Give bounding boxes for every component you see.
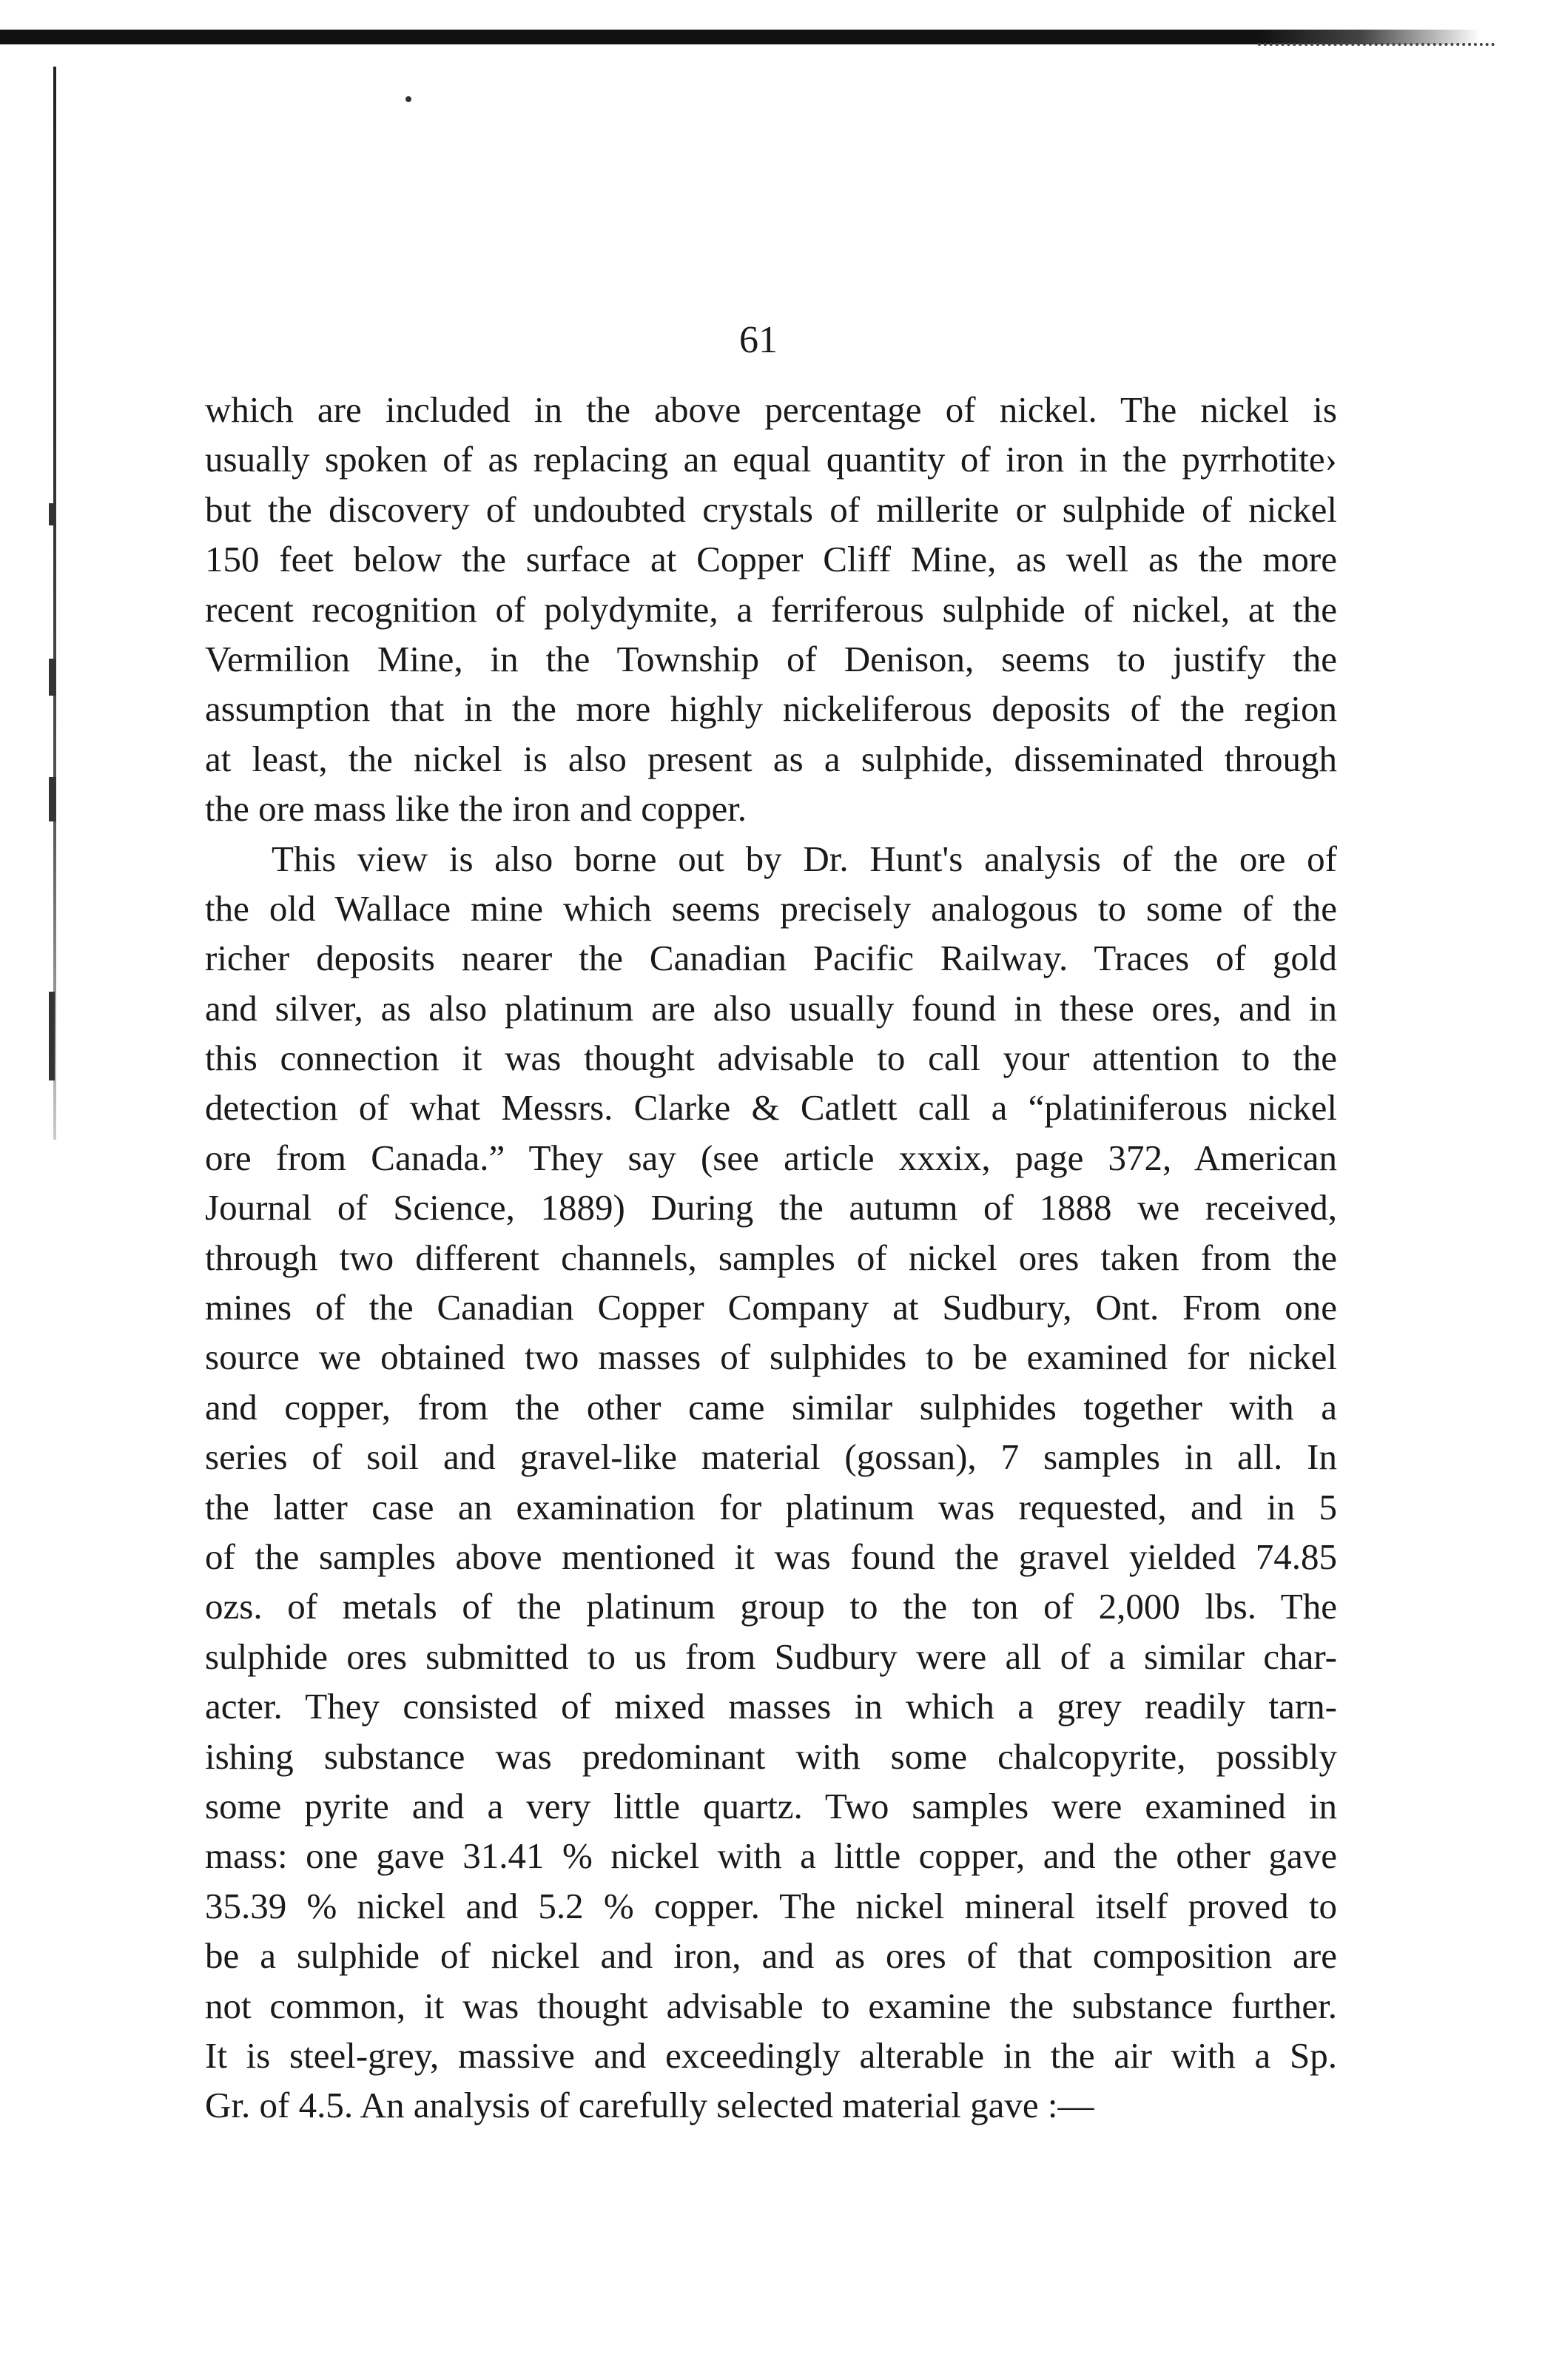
text-line: ore from Canada.” They say (see article xxxix, page 372, American (205, 1137, 1337, 1178)
text-line: source we obtained two masses of sulphides to be examined for nickel (205, 1337, 1337, 1378)
text-line: series of soil and gravel-like material (gossan), 7 samples in all. In (205, 1436, 1337, 1478)
text-line: but the discovery of undoubted crystals of millerite or sulphide of nickel (205, 488, 1337, 530)
scan-top-border-fade (1258, 43, 1495, 49)
text-line: and copper, from the other came similar sulphides together with a (205, 1386, 1337, 1428)
margin-mark (49, 777, 56, 821)
text-line: some pyrite and a very little quartz. Two samples were examined in (205, 1785, 1337, 1826)
text-line: Gr. of 4.5. An analysis of carefully selected material gave :— (205, 2085, 1094, 2126)
page-speck (405, 96, 411, 102)
text-line: It is steel-grey, massive and exceedingly alterable in the air with a Sp. (205, 2034, 1337, 2076)
text-line: the old Wallace mine which seems precisely analogous to some of the (205, 887, 1337, 929)
text-line: acter. They consisted of mixed masses in which a grey readily tarn- (205, 1686, 1337, 1727)
text-line: this connection it was thought advisable to call your attention to the (205, 1038, 1337, 1079)
text-line: ozs. of metals of the platinum group to the ton of 2,000 lbs. The (205, 1586, 1337, 1627)
text-line: recent recognition of polydymite, a ferriferous sulphide of nickel, at the (205, 588, 1337, 630)
text-line: 150 feet below the surface at Copper Cliff Mine, as well as the more (205, 539, 1337, 580)
text-line: 35.39 % nickel and 5.2 % copper. The nickel mineral itself proved to (205, 1885, 1337, 1926)
text-line: sulphide ores submitted to us from Sudbury were all of a similar char- (205, 1636, 1337, 1677)
margin-mark (49, 503, 56, 525)
text-line: of the samples above mentioned it was found the gravel yielded 74.85 (205, 1536, 1337, 1577)
text-line: at least, the nickel is also present as a sulphide, disseminated through (205, 738, 1337, 779)
page-number: 61 (739, 319, 778, 361)
text-line: mass: one gave 31.41 % nickel with a little copper, and the other gave (205, 1835, 1337, 1877)
text-line: Journal of Science, 1889) During the autumn of 1888 we received, (205, 1187, 1337, 1228)
text-line: through two different channels, samples of nickel ores taken from the (205, 1237, 1337, 1278)
margin-mark (49, 992, 55, 1080)
text-line: be a sulphide of nickel and iron, and as ores of that composition are (205, 1935, 1337, 1977)
text-line: ishing substance was predominant with some chalcopyrite, possibly (205, 1735, 1337, 1777)
text-line: assumption that in the more highly nickeliferous deposits of the region (205, 688, 1337, 730)
text-line: and silver, as also platinum are also usually found in these ores, and in (205, 987, 1337, 1029)
text-line: detection of what Messrs. Clarke & Catlett call a “platiniferous nickel (205, 1087, 1337, 1129)
text-line: not common, it was thought advisable to examine the substance further. (205, 1985, 1337, 2026)
text-line: the latter case an examination for platinum was requested, and in 5 (205, 1486, 1337, 1527)
text-line: which are included in the above percentage of nickel. The nickel is (205, 389, 1337, 430)
text-line: the ore mass like the iron and copper. (205, 788, 747, 830)
margin-mark (49, 659, 56, 696)
scan-top-border (0, 30, 1480, 44)
text-line: richer deposits nearer the Canadian Pacific Railway. Traces of gold (205, 938, 1337, 979)
text-line: Vermilion Mine, in the Township of Denison, seems to justify the (205, 638, 1337, 679)
text-line: usually spoken of as replacing an equal quantity of iron in the pyrrhotite› (205, 439, 1337, 480)
text-line: mines of the Canadian Copper Company at Sudbury, Ont. From one (205, 1287, 1337, 1328)
scan-left-border (53, 67, 56, 1140)
text-line: This view is also borne out by Dr. Hunt's analysis of the ore of (272, 838, 1337, 879)
body-text (205, 385, 1337, 2131)
